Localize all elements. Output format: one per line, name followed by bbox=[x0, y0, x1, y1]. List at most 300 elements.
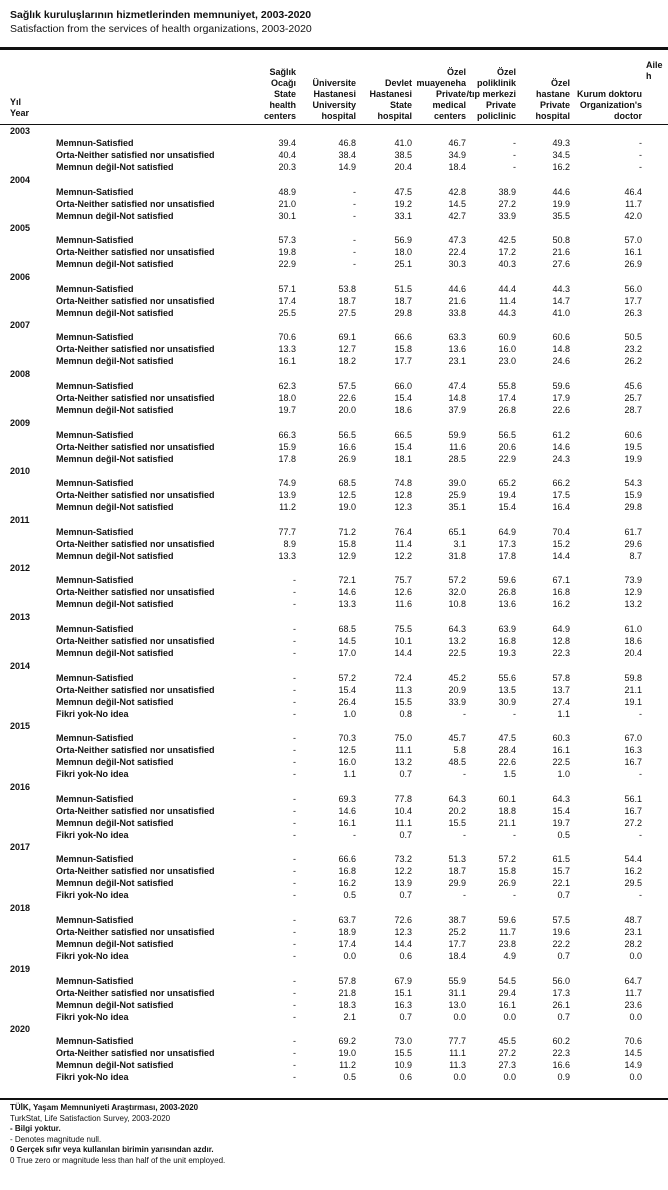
row-label: Orta-Neither satisfied nor unsatisfied bbox=[56, 295, 215, 306]
row-label: Orta-Neither satisfied nor unsatisfied bbox=[56, 198, 215, 209]
table-cell: 19.9 bbox=[552, 198, 570, 209]
table-cell: 26.9 bbox=[498, 878, 516, 889]
table-cell: 11.7 bbox=[625, 987, 642, 998]
table-cell: 61.2 bbox=[552, 429, 570, 440]
table-cell: 16.3 bbox=[624, 745, 642, 756]
year-label: 2010 bbox=[10, 466, 31, 477]
table-cell: 22.6 bbox=[498, 757, 516, 768]
table-cell: - bbox=[293, 927, 296, 937]
row-label: Orta-Neither satisfied nor unsatisfied bbox=[56, 150, 215, 160]
table-cell: 0.7 bbox=[399, 769, 412, 780]
table-cell: 33.1 bbox=[394, 210, 412, 221]
table-cell: 16.8 bbox=[498, 636, 516, 646]
table-cell: 33.9 bbox=[448, 696, 466, 707]
table-cell: - bbox=[293, 587, 296, 598]
table-cell: 23.1 bbox=[624, 927, 642, 937]
table-cell: 22.3 bbox=[552, 1048, 570, 1059]
table-cell: 12.5 bbox=[338, 490, 356, 501]
table-cell: - bbox=[293, 854, 296, 865]
table-cell: 15.5 bbox=[394, 696, 412, 707]
table-cell: 59.9 bbox=[448, 429, 466, 440]
column-header-line: health bbox=[269, 100, 296, 110]
table-cell: 27.5 bbox=[338, 307, 356, 318]
table-cell: 44.6 bbox=[552, 186, 570, 197]
table-cell: 29.8 bbox=[394, 307, 412, 318]
table-cell: 19.0 bbox=[338, 502, 356, 513]
table-cell: 0.7 bbox=[557, 890, 570, 901]
table-cell: 48.9 bbox=[278, 186, 296, 197]
row-label: Memnun-Satisfied bbox=[56, 624, 134, 634]
column-header-line: University bbox=[312, 100, 356, 110]
row-label: Memnun-Satisfied bbox=[56, 478, 134, 489]
table-cell: 19.7 bbox=[552, 817, 570, 828]
table-cell: - bbox=[293, 866, 296, 877]
table-cell: 22.5 bbox=[448, 648, 466, 658]
table-cell: 70.4 bbox=[552, 526, 570, 537]
table-cell: 19.9 bbox=[624, 453, 642, 464]
table-cell: 41.0 bbox=[552, 307, 570, 318]
table-cell: 0.7 bbox=[557, 1011, 570, 1022]
table-cell: 16.2 bbox=[552, 162, 570, 172]
table-cell: 61.7 bbox=[624, 526, 642, 537]
table-cell: 53.8 bbox=[338, 283, 356, 294]
table-cell: 0.5 bbox=[343, 1072, 356, 1083]
column-header-line: hospital bbox=[535, 111, 570, 121]
table-cell: 23.6 bbox=[624, 999, 642, 1010]
row-label: Memnun değil-Not satisfied bbox=[56, 210, 174, 221]
row-label: Orta-Neither satisfied nor unsatisfied bbox=[56, 866, 215, 877]
column-header-line: Özel bbox=[446, 67, 466, 77]
table-cell: 13.2 bbox=[448, 636, 466, 646]
table-cell: - bbox=[513, 890, 516, 901]
row-label: Orta-Neither satisfied nor unsatisfied bbox=[56, 1048, 215, 1059]
table-cell: 17.3 bbox=[498, 538, 516, 549]
table-cell: 45.5 bbox=[498, 1036, 516, 1047]
title-block bbox=[10, 8, 312, 36]
table-cell: 33.8 bbox=[448, 307, 466, 318]
table-cell: 34.9 bbox=[448, 150, 466, 160]
column-header-line: State bbox=[389, 100, 412, 110]
table-cell: 22.6 bbox=[552, 405, 570, 415]
table-cell: 10.1 bbox=[394, 636, 412, 646]
table-cell: 14.5 bbox=[624, 1048, 642, 1059]
table-cell: 20.6 bbox=[498, 441, 516, 452]
bottom-rule bbox=[0, 1098, 668, 1100]
table-cell: 12.3 bbox=[394, 502, 412, 513]
table-cell: 17.4 bbox=[278, 295, 296, 306]
table-cell: 75.5 bbox=[394, 624, 412, 634]
footer-note: - Bilgi yoktur. bbox=[10, 1124, 61, 1133]
table-cell: 72.6 bbox=[394, 915, 412, 925]
table-cell: 11.3 bbox=[395, 684, 412, 695]
table-cell: 15.8 bbox=[338, 538, 356, 549]
row-label: Memnun değil-Not satisfied bbox=[56, 999, 174, 1010]
table-cell: 15.2 bbox=[552, 538, 570, 549]
row-label: Memnun-Satisfied bbox=[56, 793, 134, 804]
table-cell: 16.8 bbox=[338, 866, 356, 877]
table-cell: 69.1 bbox=[338, 332, 356, 343]
table-cell: 11.4 bbox=[499, 295, 516, 306]
table-cell: 60.3 bbox=[552, 733, 570, 744]
table-cell: 26.9 bbox=[624, 259, 642, 270]
table-cell: 16.2 bbox=[338, 878, 356, 889]
table-cell: 26.8 bbox=[498, 587, 516, 598]
table-cell: 15.8 bbox=[498, 866, 516, 877]
row-label: Orta-Neither satisfied nor unsatisfied bbox=[56, 393, 215, 403]
table-cell: 10.8 bbox=[448, 599, 466, 610]
table-cell: 67.0 bbox=[624, 733, 642, 744]
table-cell: 56.1 bbox=[624, 793, 642, 804]
table-cell: 18.2 bbox=[338, 356, 356, 367]
table-cell: 16.2 bbox=[624, 866, 642, 877]
column-header-line: Private bbox=[539, 100, 570, 110]
table-cell: 15.9 bbox=[278, 441, 296, 452]
table-cell: 60.9 bbox=[498, 332, 516, 343]
table-cell: 77.8 bbox=[394, 793, 412, 804]
table-cell: - bbox=[293, 696, 296, 707]
table-cell: 0.7 bbox=[399, 1011, 412, 1022]
year-label: 2012 bbox=[10, 563, 31, 574]
table-cell: 15.9 bbox=[624, 490, 642, 501]
table-cell: 16.8 bbox=[552, 587, 570, 598]
table-cell: - bbox=[513, 162, 516, 172]
table-cell: - bbox=[293, 817, 296, 828]
table-cell: 19.4 bbox=[498, 490, 516, 501]
table-cell: 66.6 bbox=[394, 332, 412, 343]
row-label: Memnun-Satisfied bbox=[56, 429, 134, 440]
table-cell: 60.2 bbox=[552, 1036, 570, 1047]
table-cell: 19.5 bbox=[624, 441, 642, 452]
year-label: 2005 bbox=[10, 223, 31, 234]
row-label: Orta-Neither satisfied nor unsatisfied bbox=[56, 587, 215, 598]
table-cell: 70.6 bbox=[624, 1036, 642, 1047]
table-cell: 10.4 bbox=[394, 805, 412, 816]
table-cell: 60.1 bbox=[498, 793, 516, 804]
column-header-line: h bbox=[646, 71, 652, 81]
table-cell: 17.7 bbox=[448, 939, 466, 949]
table-cell: 24.3 bbox=[552, 453, 570, 464]
table-cell: 14.5 bbox=[338, 636, 356, 646]
table-cell: 49.3 bbox=[552, 138, 570, 148]
row-label: Fikri yok-No idea bbox=[56, 1011, 129, 1022]
column-header-line: Private bbox=[485, 100, 516, 110]
table-cell: 0.7 bbox=[557, 951, 570, 961]
row-label: Memnun-Satisfied bbox=[56, 332, 134, 343]
table-cell: - bbox=[293, 793, 296, 804]
table-cell: 57.8 bbox=[552, 672, 570, 683]
table-cell: 23.0 bbox=[498, 356, 516, 367]
column-header-line: centers bbox=[433, 111, 466, 121]
table-cell: - bbox=[293, 939, 296, 949]
table-cell: - bbox=[353, 235, 356, 246]
table-cell: 16.0 bbox=[498, 344, 516, 355]
table-cell: 22.1 bbox=[552, 878, 570, 889]
year-label: 2014 bbox=[10, 660, 31, 671]
table-cell: - bbox=[639, 162, 642, 172]
table-cell: 69.2 bbox=[338, 1036, 356, 1047]
table-cell: - bbox=[293, 769, 296, 780]
column-header-line: Hastanesi bbox=[313, 89, 356, 99]
table-cell: - bbox=[293, 1036, 296, 1047]
table-cell: 45.6 bbox=[624, 381, 642, 391]
table-cell: 42.8 bbox=[448, 186, 466, 197]
table-cell: 0.0 bbox=[629, 951, 642, 961]
table-cell: 23.8 bbox=[498, 939, 516, 949]
table-cell: 1.0 bbox=[557, 769, 570, 780]
row-label: Orta-Neither satisfied nor unsatisfied bbox=[56, 538, 215, 549]
table-cell: 15.7 bbox=[552, 866, 570, 877]
footer-note: TÜİK, Yaşam Memnuniyeti Araştırması, 2003-2020 bbox=[10, 1103, 199, 1112]
table-cell: 14.8 bbox=[552, 344, 570, 355]
table-cell: 15.1 bbox=[394, 987, 412, 998]
table-cell: - bbox=[293, 575, 296, 586]
column-header-4 bbox=[456, 67, 516, 122]
table-cell: 44.3 bbox=[498, 307, 516, 318]
table-cell: 15.5 bbox=[394, 1048, 412, 1059]
table-cell: 56.0 bbox=[624, 283, 642, 294]
table-cell: 57.3 bbox=[278, 235, 296, 246]
table-cell: 14.6 bbox=[338, 805, 356, 816]
table-cell: 25.2 bbox=[448, 927, 466, 937]
table-cell: 1.5 bbox=[503, 769, 516, 780]
table-cell: 29.6 bbox=[624, 538, 642, 549]
table-cell: 19.3 bbox=[498, 648, 516, 658]
table-cell: 57.8 bbox=[338, 975, 356, 986]
table-cell: 0.6 bbox=[399, 951, 412, 961]
table-cell: 11.4 bbox=[395, 538, 412, 549]
row-label: Fikri yok-No idea bbox=[56, 829, 129, 840]
table-cell: 47.5 bbox=[498, 733, 516, 744]
table-cell: - bbox=[513, 150, 516, 160]
table-cell: 63.3 bbox=[448, 332, 466, 343]
table-cell: 22.2 bbox=[552, 939, 570, 949]
table-cell: 21.1 bbox=[624, 684, 642, 695]
table-cell: 18.7 bbox=[448, 866, 466, 877]
column-header-2 bbox=[356, 78, 412, 122]
table-cell: 11.6 bbox=[395, 599, 412, 610]
table-cell: 12.7 bbox=[338, 344, 356, 355]
row-label: Orta-Neither satisfied nor unsatisfied bbox=[56, 684, 215, 695]
column-header-line: Hastanesi bbox=[369, 89, 412, 99]
column-header-line: Organization's bbox=[579, 100, 642, 110]
table-cell: 67.1 bbox=[552, 575, 570, 586]
row-label: Memnun değil-Not satisfied bbox=[56, 757, 174, 768]
table-cell: 14.8 bbox=[448, 393, 466, 403]
table-cell: 57.2 bbox=[338, 672, 356, 683]
table-cell: 40.4 bbox=[278, 150, 296, 160]
table-cell: 16.6 bbox=[338, 441, 356, 452]
table-cell: 17.3 bbox=[552, 987, 570, 998]
table-cell: 25.1 bbox=[394, 259, 412, 270]
table-cell: 76.4 bbox=[394, 526, 412, 537]
table-cell: 27.3 bbox=[498, 1060, 516, 1071]
table-cell: 44.6 bbox=[448, 283, 466, 294]
table-cell: 75.0 bbox=[394, 733, 412, 744]
footer-note: TurkStat, Life Satisfaction Survey, 2003-2020 bbox=[10, 1113, 171, 1123]
row-label: Memnun-Satisfied bbox=[56, 733, 134, 744]
table-cell: 64.9 bbox=[552, 624, 570, 634]
table-cell: 17.7 bbox=[624, 295, 642, 306]
table-cell: 64.7 bbox=[624, 975, 642, 986]
table-cell: 18.3 bbox=[338, 999, 356, 1010]
table-cell: 69.3 bbox=[338, 793, 356, 804]
table-cell: - bbox=[293, 987, 296, 998]
row-label: Orta-Neither satisfied nor unsatisfied bbox=[56, 745, 215, 756]
table-cell: 61.5 bbox=[552, 854, 570, 865]
table-cell: 30.3 bbox=[448, 259, 466, 270]
table-cell: 16.1 bbox=[552, 745, 570, 756]
table-cell: 34.5 bbox=[552, 150, 570, 160]
table-cell: 13.9 bbox=[394, 878, 412, 889]
table-cell: 1.1 bbox=[557, 708, 570, 719]
row-label: Orta-Neither satisfied nor unsatisfied bbox=[56, 490, 215, 501]
footer-note: 0 Gerçek sıfır veya kullanılan birimin yarısından azdır. bbox=[10, 1145, 214, 1154]
table-cell: - bbox=[513, 829, 516, 840]
table-cell: - bbox=[463, 769, 466, 780]
table-cell: - bbox=[293, 1011, 296, 1022]
table-cell: 25.5 bbox=[278, 307, 296, 318]
table-cell: 14.5 bbox=[448, 198, 466, 209]
table-cell: - bbox=[639, 708, 642, 719]
row-label: Memnun değil-Not satisfied bbox=[56, 356, 174, 367]
table-cell: 32.0 bbox=[448, 587, 466, 598]
column-header-line: poliklinik bbox=[476, 78, 516, 88]
row-label: Memnun-Satisfied bbox=[56, 235, 134, 246]
table-cell: 0.0 bbox=[503, 1011, 516, 1022]
table-cell: 13.3 bbox=[278, 550, 296, 561]
column-header-line: doctor bbox=[614, 111, 642, 121]
table-cell: 14.4 bbox=[552, 550, 570, 561]
table-cell: 0.0 bbox=[343, 951, 356, 961]
column-header-line: policlinic bbox=[476, 111, 516, 121]
row-label: Memnun-Satisfied bbox=[56, 381, 134, 391]
table-cell: 29.4 bbox=[498, 987, 516, 998]
table-cell: 8.9 bbox=[283, 538, 296, 549]
row-label: Memnun değil-Not satisfied bbox=[56, 696, 174, 707]
row-label: Orta-Neither satisfied nor unsatisfied bbox=[56, 247, 215, 258]
table-cell: 12.6 bbox=[394, 587, 412, 598]
table-cell: 18.0 bbox=[278, 393, 296, 403]
table-cell: 48.5 bbox=[448, 757, 466, 768]
table-cell: - bbox=[353, 247, 356, 258]
table-cell: 26.8 bbox=[498, 405, 516, 415]
table-cell: 44.4 bbox=[498, 283, 516, 294]
table-cell: 77.7 bbox=[448, 1036, 466, 1047]
year-label: 2007 bbox=[10, 320, 31, 331]
table-cell: 73.0 bbox=[394, 1036, 412, 1047]
table-cell: 22.5 bbox=[552, 757, 570, 768]
table-cell: 26.4 bbox=[338, 696, 356, 707]
year-column-header bbox=[10, 97, 29, 119]
table-cell: 20.4 bbox=[624, 648, 642, 658]
table-cell: 29.9 bbox=[448, 878, 466, 889]
table-cell: 57.2 bbox=[448, 575, 466, 586]
table-cell: 60.6 bbox=[624, 429, 642, 440]
table-cell: 15.4 bbox=[552, 805, 570, 816]
table-title: Sağlık kuruluşlarının hizmetlerinden memnuniyet, 2003-2020 bbox=[10, 9, 312, 21]
column-header-line: Private bbox=[435, 89, 466, 99]
table-cell: 59.6 bbox=[552, 381, 570, 391]
year-label: 2018 bbox=[10, 903, 31, 913]
table-cell: 47.4 bbox=[448, 381, 466, 391]
table-cell: 42.7 bbox=[448, 210, 466, 221]
table-cell: 30.9 bbox=[498, 696, 516, 707]
table-cell: 28.2 bbox=[624, 939, 642, 949]
table-cell: 27.2 bbox=[498, 1048, 516, 1059]
table-cell: - bbox=[463, 829, 466, 840]
table-cell: 25.9 bbox=[448, 490, 466, 501]
table-cell: 12.3 bbox=[394, 927, 412, 937]
table-cell: 56.5 bbox=[338, 429, 356, 440]
table-cell: 11.7 bbox=[625, 198, 642, 209]
table-cell: 13.0 bbox=[448, 999, 466, 1010]
row-label: Memnun değil-Not satisfied bbox=[56, 162, 174, 172]
row-label: Memnun değil-Not satisfied bbox=[56, 878, 174, 889]
table-cell: 27.6 bbox=[552, 259, 570, 270]
table-cell: 1.0 bbox=[343, 708, 356, 719]
row-label: Memnun değil-Not satisfied bbox=[56, 307, 174, 318]
table-cell: 42.0 bbox=[624, 210, 642, 221]
table-cell: 31.8 bbox=[448, 550, 466, 561]
table-cell: 77.7 bbox=[278, 526, 296, 537]
table-cell: 11.7 bbox=[499, 927, 516, 937]
table-cell: 26.9 bbox=[338, 453, 356, 464]
row-label: Fikri yok-No idea bbox=[56, 769, 129, 780]
table-cell: 18.7 bbox=[394, 295, 412, 306]
table-cell: 20.2 bbox=[448, 805, 466, 816]
table-cell: 20.3 bbox=[278, 162, 296, 172]
table-cell: 17.5 bbox=[552, 490, 570, 501]
table-cell: 38.9 bbox=[498, 186, 516, 197]
table-cell: - bbox=[513, 138, 516, 148]
row-label: Memnun-Satisfied bbox=[56, 575, 134, 586]
year-header-line: Yıl bbox=[10, 97, 22, 107]
table-cell: 64.9 bbox=[498, 526, 516, 537]
table-cell: 0.0 bbox=[629, 1072, 642, 1083]
column-header-line: Aile bbox=[646, 60, 663, 70]
table-cell: 73.2 bbox=[394, 854, 412, 865]
column-header-line: centers bbox=[263, 111, 296, 121]
table-cell: 38.5 bbox=[394, 150, 412, 160]
table-cell: - bbox=[353, 829, 356, 840]
table-cell: 0.0 bbox=[453, 1072, 466, 1083]
year-label: 2008 bbox=[10, 369, 31, 379]
table-cell: 54.3 bbox=[624, 478, 642, 489]
table-cell: 20.0 bbox=[338, 405, 356, 415]
table-cell: 26.2 bbox=[624, 356, 642, 367]
table-cell: 72.4 bbox=[394, 672, 412, 683]
table-cell: - bbox=[353, 210, 356, 221]
header-rule bbox=[0, 124, 668, 125]
table-cell: 20.4 bbox=[394, 162, 412, 172]
row-label: Memnun-Satisfied bbox=[56, 138, 134, 148]
table-cell: - bbox=[293, 733, 296, 744]
table-cell: - bbox=[293, 1072, 296, 1083]
table-cell: 27.4 bbox=[552, 696, 570, 707]
row-label: Memnun-Satisfied bbox=[56, 1036, 134, 1047]
table-cell: 12.2 bbox=[394, 866, 412, 877]
table-cell: - bbox=[293, 878, 296, 889]
table-cell: 70.6 bbox=[278, 332, 296, 343]
table-cell: 56.0 bbox=[552, 975, 570, 986]
table-cell: 37.9 bbox=[448, 405, 466, 415]
table-cell: 55.9 bbox=[448, 975, 466, 986]
table-cell: 28.5 bbox=[448, 453, 466, 464]
table-cell: - bbox=[293, 745, 296, 756]
table-cell: 0.5 bbox=[343, 890, 356, 901]
column-header-7 bbox=[646, 60, 668, 82]
table-cell: - bbox=[639, 138, 642, 148]
